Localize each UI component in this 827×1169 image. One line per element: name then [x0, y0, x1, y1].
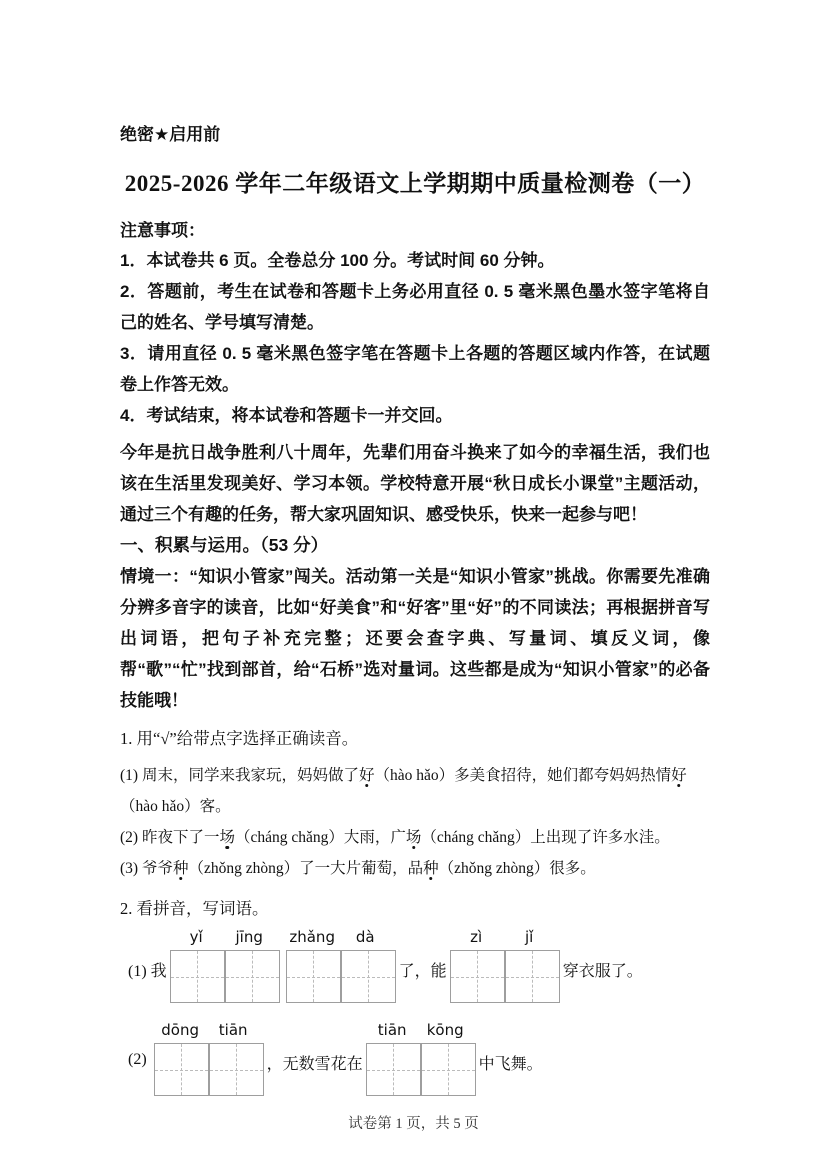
writing-box-group [366, 1021, 476, 1096]
row-text: 中飞舞。 [478, 1056, 543, 1073]
pinyin-labels [286, 928, 396, 950]
notice-item-1: 1．本试卷共 6 页。全卷总分 100 分。考试时间 60 分钟。 [120, 251, 555, 270]
pinyin-labels [154, 1021, 264, 1043]
writing-box-group [170, 928, 280, 1003]
pinyin-label: dōng [161, 1021, 200, 1039]
pinyin-label: tiān [218, 1021, 248, 1039]
pinyin-labels [366, 1021, 476, 1043]
writing-box-group [450, 928, 560, 1003]
writing-box-cell [340, 951, 395, 1002]
pinyin-writing-row [120, 928, 710, 1003]
dotted-character: 场 [219, 829, 235, 846]
tianzige-cells [154, 1043, 264, 1096]
question-line [120, 822, 710, 853]
line-text: （hào hǎo）客。 [120, 798, 231, 815]
intro-paragraph: 今年是抗日战争胜利八十周年，先辈们用奋斗换来了如今的幸福生活，我们也该在生活里发现美好、学习本领。学校特意开展“秋日成长小课堂”主题活动，通过三个有趣的任务，帮大家巩固知识、感受快乐，快来一起参与吧！ [120, 443, 710, 524]
row-text: 了，能 [398, 963, 447, 980]
dotted-character: 场 [405, 829, 422, 846]
writing-box-cell [504, 951, 559, 1002]
scenario-paragraph: 情境一：“知识小管家”闯关。活动第一关是“知识小管家”挑战。你需要先准确分辨多音字的读音，比如“好美食”和“好客”里“好”的不同读法；再根据拼音写出词语，把句子补充完整；还要会查字典、写量词、填反义词，像帮“歌”“忙”找到部首，给“石桥”选对量词。这些都是成为“知识小管家”的必备技能哦！ [120, 567, 710, 710]
line-text: （cháng chǎng）大雨，广 [234, 829, 406, 846]
line-text: （cháng chǎng）上出现了许多水洼。 [421, 829, 670, 846]
notice-item-2: 2．答题前，考生在试卷和答题卡上务必用直径 0. 5 毫米黑色墨水签字笔将自己的姓名、学号填写清楚。 [120, 282, 710, 332]
line-text: （zhǒng zhòng）很多。 [438, 860, 596, 877]
pinyin-label: zì [470, 928, 483, 946]
pinyin-label: tiān [377, 1021, 407, 1039]
line-text: （zhǒng zhòng）了一大片葡萄，品 [188, 860, 424, 877]
dotted-character: 种 [172, 860, 189, 877]
notice-item-3: 3．请用直径 0. 5 毫米黑色签字笔在答题卡上各题的答题区域内作答，在试题卷上作答无效。 [120, 344, 710, 394]
writing-box-cell [451, 951, 504, 1002]
notice-heading: 注意事项： [120, 221, 205, 240]
question-line [120, 791, 710, 822]
pinyin-label: dà [355, 928, 375, 946]
line-text: （hào hǎo）多美食招待，她们都夸妈妈热情 [374, 767, 672, 784]
writing-box-cell [171, 951, 224, 1002]
writing-box-cell [155, 1044, 208, 1095]
pinyin-labels [170, 928, 280, 950]
row-text: (1) 我 [128, 963, 167, 980]
line-text: (3) 爷爷 [120, 860, 173, 877]
dotted-character: 好 [358, 767, 375, 784]
page-title: 2025-2026 学年二年级语文上学期期中质量检测卷（一） [124, 171, 706, 196]
tianzige-cells [450, 950, 560, 1003]
question2-rows [120, 928, 710, 1096]
notice-item-4: 4．考试结束，将本试卷和答题卡一并交回。 [120, 406, 453, 425]
tianzige-cells [366, 1043, 476, 1096]
pinyin-label: jīng [235, 928, 263, 946]
pinyin-label: yǐ [189, 928, 203, 946]
dotted-character: 种 [423, 860, 439, 877]
line-text: (1) 周末，同学来我家玩，妈妈做了 [120, 767, 359, 784]
section1-heading: 一、积累与运用。（53 分） [120, 535, 329, 555]
pinyin-label: jǐ [525, 928, 534, 946]
writing-box-cell [208, 1044, 263, 1095]
classification-label: 绝密★启用前 [120, 125, 221, 144]
question2-heading: 2. 看拼音，写词语。 [120, 899, 269, 918]
question-line [120, 853, 710, 884]
writing-box-group [286, 928, 396, 1003]
writing-box-group [154, 1021, 264, 1096]
tianzige-cells [286, 950, 396, 1003]
pinyin-labels [450, 928, 560, 950]
row-text: (2) [128, 1051, 151, 1068]
row-text: 穿衣服了。 [562, 963, 643, 980]
question-line [120, 760, 710, 791]
writing-box-cell [224, 951, 279, 1002]
page-footer: 试卷第 1 页，共 5 页 [348, 1116, 479, 1132]
dotted-character: 好 [671, 767, 687, 784]
tianzige-cells [170, 950, 280, 1003]
question1-heading: 1. 用“√”给带点字选择正确读音。 [120, 729, 359, 748]
pinyin-label: kōng [426, 1021, 464, 1039]
line-text: (2) 昨夜下了一 [120, 829, 220, 846]
pinyin-label: zhǎng [289, 928, 335, 946]
writing-box-cell [287, 951, 340, 1002]
row-text: ，无数雪花在 [266, 1056, 363, 1073]
writing-box-cell [420, 1044, 475, 1095]
question1-lines [120, 760, 710, 884]
writing-box-cell [367, 1044, 420, 1095]
pinyin-writing-row [120, 1021, 710, 1096]
